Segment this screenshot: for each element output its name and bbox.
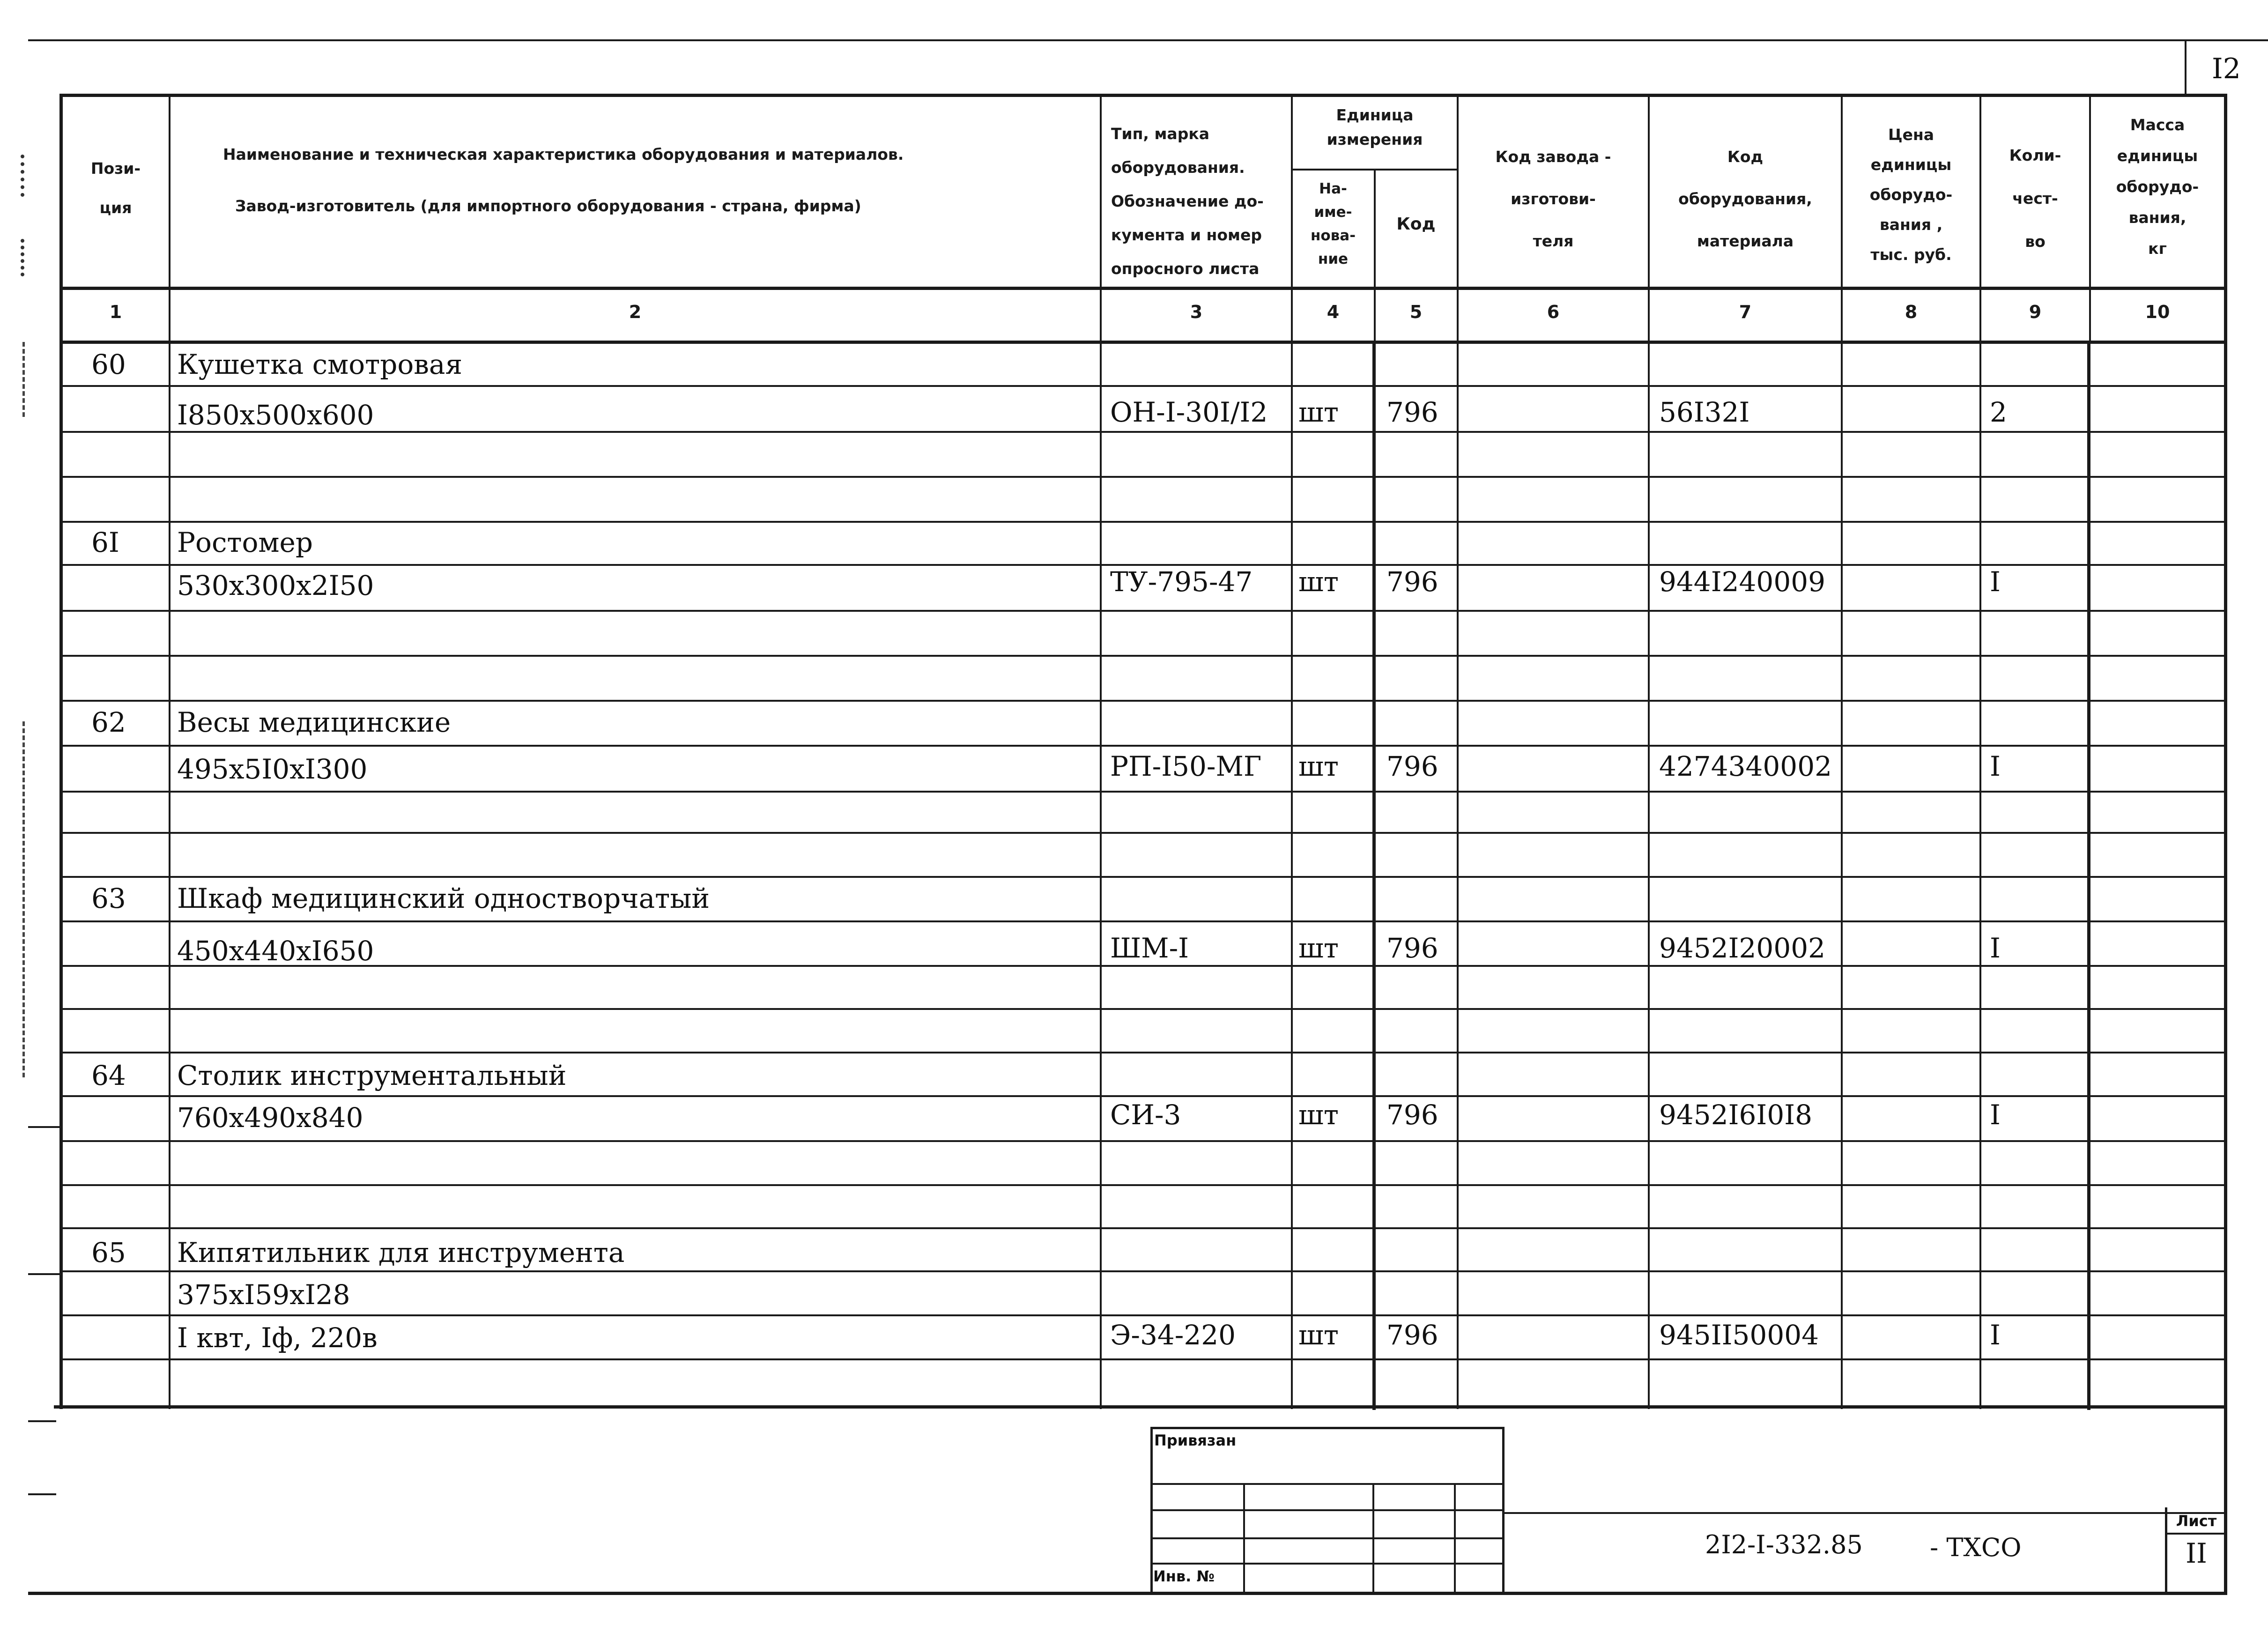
binding-stamp-label: Привязан bbox=[1154, 1432, 1237, 1449]
table-body-bottom-line bbox=[54, 1405, 2227, 1409]
inventory-number-label: Инв. № bbox=[1153, 1567, 1215, 1585]
col-line-1 bbox=[169, 94, 170, 1409]
item-unit-code: 796 bbox=[1386, 1319, 1438, 1351]
row-line bbox=[59, 431, 2227, 433]
col-line-3 bbox=[1291, 94, 1293, 1409]
col-line-2 bbox=[1100, 94, 1102, 1409]
row-line bbox=[59, 610, 2227, 612]
item-type: СИ-3 bbox=[1110, 1099, 1181, 1131]
colnum-9: 9 bbox=[2029, 302, 2042, 322]
item-unit-code: 796 bbox=[1386, 1099, 1438, 1131]
item-quantity: I bbox=[1990, 1099, 2001, 1131]
col-line-8 bbox=[1979, 94, 1981, 1409]
colnum-10: 10 bbox=[2145, 302, 2170, 322]
sheet-corner-number: I2 bbox=[2212, 52, 2241, 85]
header-name-line2: Завод-изготовитель (для импортного оборудования - страна, фирма) bbox=[235, 197, 861, 215]
header-unit-group: Единица измерения bbox=[1327, 106, 1423, 148]
item-unit-code: 796 bbox=[1386, 750, 1438, 782]
row-line bbox=[59, 745, 2227, 747]
stamp-col-line bbox=[1243, 1483, 1245, 1592]
colnum-1: 1 bbox=[109, 302, 122, 322]
row-line bbox=[59, 1358, 2227, 1360]
header-quantity: Коли- чест- во bbox=[2009, 146, 2061, 251]
row-line bbox=[59, 1184, 2227, 1186]
row-line bbox=[59, 1140, 2227, 1142]
colnum-2: 2 bbox=[629, 302, 642, 322]
row-line bbox=[59, 700, 2227, 702]
corner-box-left-line bbox=[2185, 39, 2186, 94]
row-line bbox=[59, 876, 2227, 878]
row-line bbox=[59, 1314, 2227, 1316]
item-position: 65 bbox=[91, 1237, 126, 1269]
margin-mark bbox=[21, 239, 29, 276]
colnum-7: 7 bbox=[1739, 302, 1752, 322]
item-unit: шт bbox=[1298, 1099, 1339, 1131]
stamp-col-line bbox=[1454, 1483, 1456, 1592]
item-name: Столик инструментальный bbox=[177, 1060, 567, 1091]
item-quantity: I bbox=[1990, 566, 2001, 598]
item-unit: шт bbox=[1298, 396, 1339, 428]
item-position: 63 bbox=[91, 883, 126, 914]
item-position: 60 bbox=[91, 349, 126, 380]
colnum-4: 4 bbox=[1327, 302, 1340, 322]
header-price: Цена единицы оборудо- вания , тыс. руб. bbox=[1869, 126, 1953, 264]
stamp-col-line bbox=[1372, 1483, 1374, 1592]
item-quantity: 2 bbox=[1990, 396, 2007, 428]
row-line bbox=[59, 965, 2227, 967]
row-line bbox=[59, 1008, 2227, 1010]
row-line bbox=[59, 655, 2227, 657]
item-unit: шт bbox=[1298, 932, 1339, 964]
item-equipment-code: 944I240009 bbox=[1659, 566, 1826, 598]
page-bottom-line bbox=[28, 1592, 2227, 1595]
sheet-box-divider bbox=[2165, 1533, 2227, 1535]
item-spec: 760x490x840 bbox=[177, 1102, 363, 1134]
left-tick bbox=[28, 1126, 61, 1128]
header-position: Пози- ция bbox=[90, 159, 141, 217]
table-right-line bbox=[2224, 94, 2227, 1594]
item-type: ТУ-795-47 bbox=[1110, 566, 1253, 598]
item-type: Э-34-220 bbox=[1110, 1319, 1236, 1351]
row-line bbox=[59, 521, 2227, 523]
colnum-8: 8 bbox=[1905, 302, 1918, 322]
header-bottom-line bbox=[59, 287, 2227, 290]
item-spec: 530x300x2I50 bbox=[177, 570, 374, 601]
item-equipment-code: 56I32I bbox=[1659, 396, 1750, 428]
item-name: Кипятильник для инструмента bbox=[177, 1237, 625, 1269]
row-line bbox=[59, 920, 2227, 922]
header-factory-code: Код завода - изготови- теля bbox=[1495, 148, 1611, 250]
item-unit-code: 796 bbox=[1386, 566, 1438, 598]
item-quantity: I bbox=[1990, 932, 2001, 964]
sheet-number: II bbox=[2186, 1537, 2207, 1569]
item-spec: 495x5I0xI300 bbox=[177, 753, 368, 785]
stamp-row-line bbox=[1150, 1537, 1505, 1539]
stamp-row-line bbox=[1150, 1563, 1505, 1565]
item-equipment-code: 9452I6I0I8 bbox=[1659, 1099, 1813, 1131]
document-code: 2I2-I-332.85 bbox=[1705, 1530, 1863, 1559]
header-equipment-code: Код оборудования, материала bbox=[1678, 148, 1812, 250]
table-top-line bbox=[59, 94, 2227, 97]
item-position: 6I bbox=[91, 527, 119, 558]
left-tick bbox=[28, 1273, 61, 1275]
item-unit-code: 796 bbox=[1386, 932, 1438, 964]
colnum-bottom-line bbox=[59, 341, 2227, 344]
item-equipment-code: 945II50004 bbox=[1659, 1319, 1819, 1351]
row-line bbox=[59, 385, 2227, 387]
title-block-top-line bbox=[1505, 1512, 2227, 1514]
row-line bbox=[59, 1052, 2227, 1053]
item-type: РП-I50-МГ bbox=[1110, 750, 1262, 782]
col-line-6 bbox=[1648, 94, 1650, 1409]
item-name: Кушетка смотровая bbox=[177, 349, 463, 380]
header-unit-name: На- име- нова- ние bbox=[1310, 180, 1356, 267]
item-equipment-code: 4274340002 bbox=[1659, 750, 1832, 782]
row-line bbox=[59, 1227, 2227, 1229]
stamp-row-line bbox=[1150, 1509, 1505, 1511]
header-unit-code: Код bbox=[1396, 215, 1436, 234]
item-equipment-code: 9452I20002 bbox=[1659, 932, 1826, 964]
row-line bbox=[59, 476, 2227, 478]
margin-mark bbox=[22, 721, 29, 1077]
item-name: Шкаф медицинский одностворчатый bbox=[177, 883, 710, 914]
item-position: 62 bbox=[91, 706, 126, 738]
row-line bbox=[59, 832, 2227, 834]
top-border-line bbox=[28, 39, 2268, 41]
item-name: Весы медицинские bbox=[177, 706, 451, 738]
item-spec: 450x440xI650 bbox=[177, 935, 374, 967]
document-code-suffix: - ТХСО bbox=[1930, 1533, 2022, 1562]
item-quantity: I bbox=[1990, 1319, 2001, 1351]
row-line bbox=[59, 1095, 2227, 1097]
colnum-5: 5 bbox=[1409, 302, 1423, 322]
item-unit: шт bbox=[1298, 566, 1339, 598]
item-unit: шт bbox=[1298, 1319, 1339, 1351]
item-type: ШМ-I bbox=[1110, 932, 1189, 964]
left-tick bbox=[28, 1420, 56, 1422]
row-line bbox=[59, 791, 2227, 793]
colnum-6: 6 bbox=[1547, 302, 1560, 322]
header-type: Тип, марка оборудования. Обозначение до- кумента и номер опросного листа bbox=[1111, 125, 1264, 278]
row-line bbox=[59, 1270, 2227, 1272]
colnum-3: 3 bbox=[1190, 302, 1203, 322]
sheet-label: Лист bbox=[2176, 1512, 2217, 1530]
item-spec: 375xI59xI28 bbox=[177, 1279, 350, 1311]
item-position: 64 bbox=[91, 1060, 126, 1091]
margin-mark bbox=[21, 155, 29, 197]
header-mass: Масса единицы оборудо- вания, кг bbox=[2116, 116, 2199, 258]
item-name: Ростомер bbox=[177, 527, 313, 558]
item-unit: шт bbox=[1298, 750, 1339, 782]
item-quantity: I bbox=[1990, 750, 2001, 782]
left-tick bbox=[28, 1493, 56, 1495]
item-type: ОН-I-30I/I2 bbox=[1110, 396, 1268, 428]
item-spec: I850x500x600 bbox=[177, 399, 374, 431]
margin-mark bbox=[22, 342, 29, 417]
item-spec-electrical: I квт, Iф, 220в bbox=[177, 1322, 378, 1354]
table-left-line bbox=[59, 94, 63, 1409]
stamp-row-line bbox=[1150, 1483, 1505, 1485]
item-unit-code: 796 bbox=[1386, 396, 1438, 428]
header-name-line1: Наименование и техническая характеристика оборудования и материалов. bbox=[223, 145, 904, 163]
col-line-5 bbox=[1457, 94, 1459, 1409]
col-line-7 bbox=[1841, 94, 1843, 1409]
